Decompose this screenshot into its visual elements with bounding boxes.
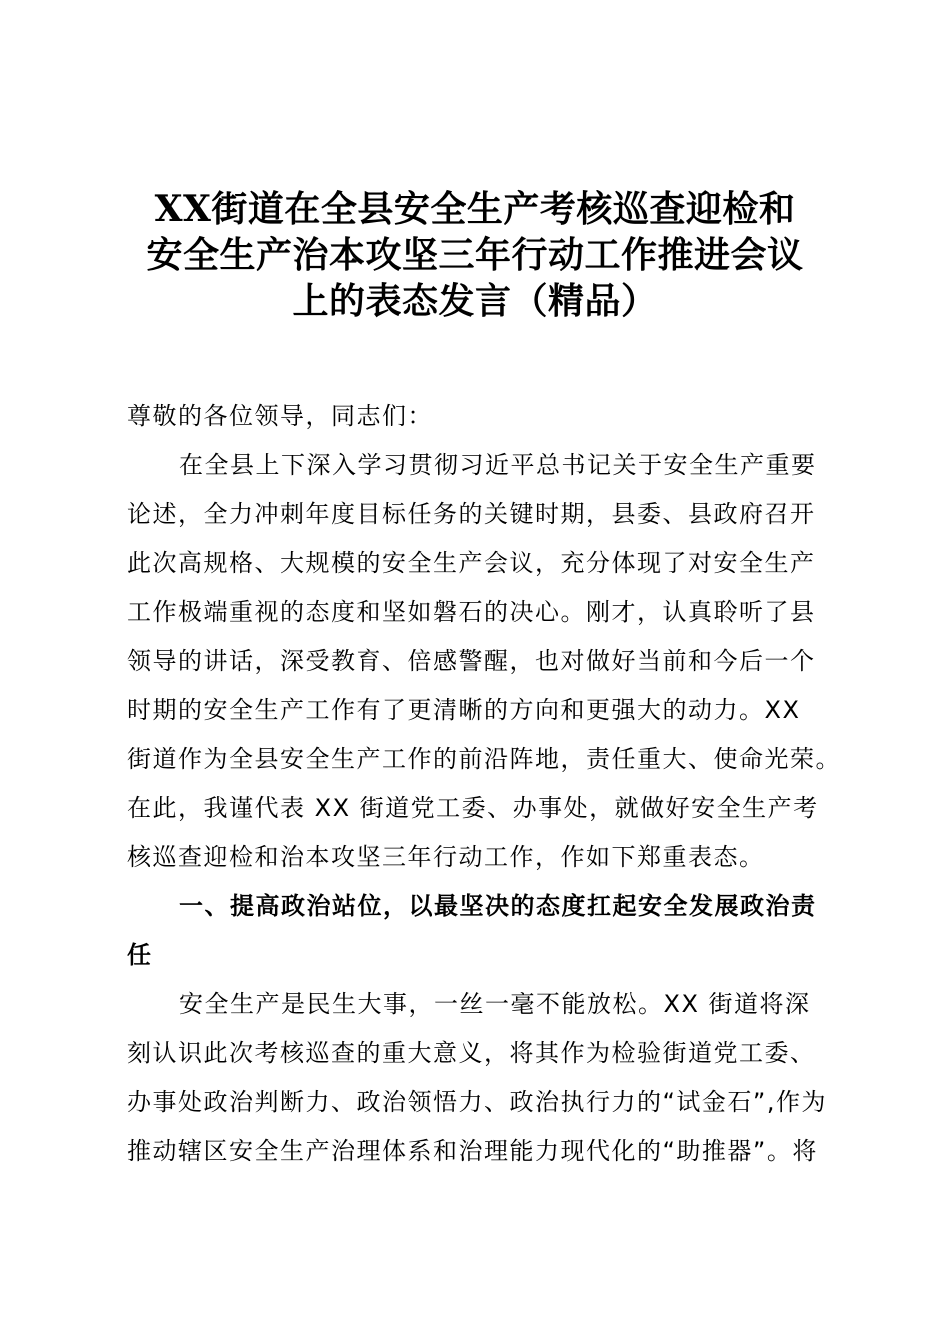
salutation: 尊敬的各位领导，同志们： [127,402,433,430]
section-heading-1 [127,882,827,980]
paragraph-line: 工作极端重视的态度和坚如磐石的决心。刚才，认真聆听了县 [127,598,816,626]
document-body [127,392,841,1176]
paragraph-line: 刻认识此次考核巡查的重大意义，将其作为检验街道党工委、 [127,1039,816,1067]
paragraph-line: 论述，全力冲刺年度目标任务的关键时期，县委、县政府召开 [127,500,816,528]
paragraph-line: 在全县上下深入学习贯彻习近平总书记关于安全生产重要 [179,451,817,479]
title-line-3: 上的表态发言（精品） [292,280,658,322]
paragraph-line: 办事处政治判断力、政治领悟力、政治执行力的“试金石”,作为 [127,1088,827,1116]
paragraph-line: 安全生产是民生大事，一丝一毫不能放松。XX 街道将深 [179,990,811,1018]
paragraph-line: 时期的安全生产工作有了更清晰的方向和更强大的动力。XX [127,696,801,724]
paragraph-line: 领导的讲话，深受教育、倍感警醒，也对做好当前和今后一个 [127,647,816,675]
paragraph-line: 在此，我谨代表 XX 街道党工委、办事处，就做好安全生产考 [127,794,819,822]
heading-line: 任 [127,941,153,969]
paragraph-line: 此次高规格、大规模的安全生产会议，充分体现了对安全生产 [127,549,816,577]
paragraph-2 [127,980,827,1176]
heading-line: 一、提高政治站位，以最坚决的态度扛起安全发展政治责 [179,892,817,920]
paragraph-1 [127,441,841,882]
title-line-2: 安全生产治本攻坚三年行动工作推进会议 [146,234,804,276]
document-title [100,186,850,324]
paragraph-line: 核巡查迎检和治本攻坚三年行动工作，作如下郑重表态。 [127,843,765,871]
title-line-1: XX街道在全县安全生产考核巡查迎检和 [154,188,796,230]
paragraph-line: 街道作为全县安全生产工作的前沿阵地，责任重大、使命光荣。 [127,745,841,773]
paragraph-line: 推动辖区安全生产治理体系和治理能力现代化的“助推器”。将 [127,1137,818,1165]
